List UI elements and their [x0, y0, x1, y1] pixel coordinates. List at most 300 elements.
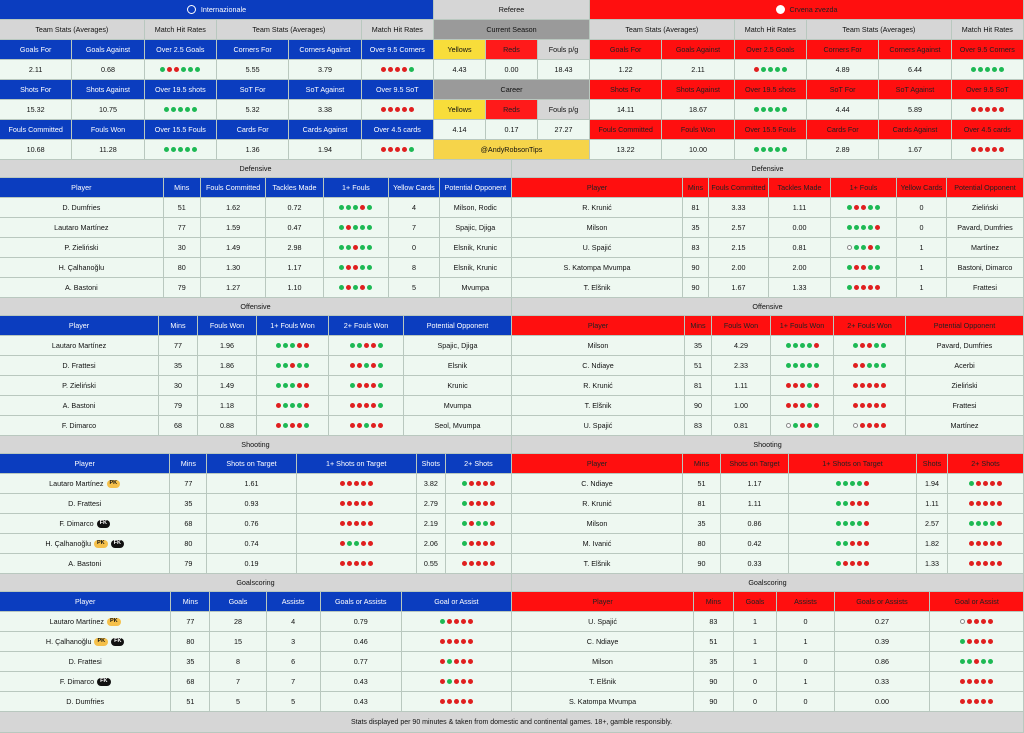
table-cell: 80: [170, 534, 207, 554]
table-cell: 80: [683, 534, 721, 554]
hit-dot: [971, 67, 976, 72]
player-name: T. Elšnik: [512, 396, 685, 416]
hit-dot: [353, 285, 358, 290]
hit-dot: [164, 107, 169, 112]
section-title: Defensive: [512, 160, 1024, 178]
hit-dot: [867, 423, 872, 428]
hit-dot: [447, 619, 452, 624]
hit-dot: [976, 561, 981, 566]
column-header: Tackles Made: [769, 178, 831, 198]
footer-disclaimer: Stats displayed per 90 minutes & taken from domestic and continental games. 18+, gamble responsibly.: [0, 712, 1024, 733]
stat-header: Over 9.5 Corners: [952, 40, 1024, 60]
table-cell: [402, 672, 512, 692]
player-name: U. Spajić: [512, 238, 683, 258]
hit-dot: [304, 363, 309, 368]
stat-header: Goals Against: [72, 40, 144, 60]
hit-dot: [985, 147, 990, 152]
table-cell: [789, 554, 917, 574]
hit-dot: [283, 383, 288, 388]
hit-dot: [786, 383, 791, 388]
table-cell: [771, 416, 834, 436]
referee-col-header: Reds: [486, 100, 538, 120]
stat-value: [145, 140, 217, 160]
hit-dot: [440, 639, 445, 644]
hit-dot: [462, 561, 467, 566]
table-cell: 7: [267, 672, 321, 692]
table-cell: 81: [685, 376, 712, 396]
hit-dot: [990, 561, 995, 566]
hit-dot: [276, 363, 281, 368]
hit-dot: [454, 659, 459, 664]
table-cell: [789, 474, 917, 494]
stat-value: 10.68: [0, 140, 72, 160]
hit-dot: [868, 265, 873, 270]
hit-dot: [167, 67, 172, 72]
table-cell: Zieliński: [947, 198, 1024, 218]
hit-dot: [476, 561, 481, 566]
hit-dot: [354, 561, 359, 566]
table-cell: 5: [210, 692, 266, 712]
hit-dot: [297, 383, 302, 388]
table-cell: 2.57: [917, 514, 948, 534]
table-cell: 0: [389, 238, 439, 258]
stat-header: Fouls Won: [662, 120, 734, 140]
hit-dot: [469, 501, 474, 506]
hit-dot: [768, 107, 773, 112]
hit-dot: [868, 245, 873, 250]
player-name-text: F. Dimarco: [59, 676, 95, 686]
referee-col-header: Fouls p/g: [538, 40, 590, 60]
table-cell: 83: [694, 612, 734, 632]
table-cell: 0.93: [207, 494, 296, 514]
team-stats-label: Team Stats (Averages): [0, 20, 145, 40]
hit-dot: [761, 107, 766, 112]
hit-dot: [371, 403, 376, 408]
hit-dot: [860, 363, 865, 368]
offensive-right-table: [512, 298, 1024, 436]
table-cell: 79: [170, 554, 207, 574]
table-cell: 90: [685, 396, 712, 416]
table-cell: 0: [777, 612, 834, 632]
goalscoring-right-table: [512, 574, 1024, 712]
player-name: A. Bastoni: [0, 396, 159, 416]
table-cell: Spajic, Djiga: [440, 218, 512, 238]
hit-dot: [388, 107, 393, 112]
hit-dot: [461, 679, 466, 684]
table-cell: 1: [897, 278, 947, 298]
hit-dot: [378, 343, 383, 348]
table-cell: 8: [210, 652, 266, 672]
offensive-left-table: [0, 298, 512, 436]
hit-dot: [276, 403, 281, 408]
hit-dot: [381, 107, 386, 112]
stat-header: Fouls Won: [72, 120, 144, 140]
hit-dot: [283, 343, 288, 348]
hit-dot: [368, 521, 373, 526]
player-name-text: Milson: [586, 518, 608, 528]
hit-dot: [857, 521, 862, 526]
hit-dot: [360, 205, 365, 210]
hit-dot: [340, 481, 345, 486]
player-name: H. Çalhanoğlu: [0, 258, 164, 278]
table-cell: Pavard, Dumfries: [947, 218, 1024, 238]
table-cell: Krunic: [404, 376, 512, 396]
hit-dot: [999, 147, 1004, 152]
table-cell: 0: [734, 692, 778, 712]
stat-header: Corners For: [217, 40, 289, 60]
hit-dot: [857, 561, 862, 566]
hit-dot: [185, 147, 190, 152]
hit-dot: [988, 619, 993, 624]
column-header: Player: [0, 178, 164, 198]
player-name: [512, 514, 683, 534]
table-cell: [948, 534, 1024, 554]
table-cell: [297, 534, 417, 554]
hit-dot: [836, 561, 841, 566]
hit-dot: [860, 343, 865, 348]
hit-dot: [395, 147, 400, 152]
hit-dot: [395, 67, 400, 72]
hit-dot: [854, 225, 859, 230]
column-header: Fouls Committed: [201, 178, 267, 198]
stat-header: Goals For: [590, 40, 662, 60]
table-cell: [771, 356, 834, 376]
hit-dot: [290, 423, 295, 428]
hit-dot: [976, 481, 981, 486]
table-cell: Mvumpa: [404, 396, 512, 416]
table-cell: 1.11: [712, 376, 771, 396]
stat-value: [735, 140, 807, 160]
hit-dot: [754, 147, 759, 152]
fk-badge: FK: [97, 520, 110, 528]
hit-dot: [381, 147, 386, 152]
hit-dot: [997, 481, 1002, 486]
table-cell: 0.00: [769, 218, 831, 238]
table-cell: 2.00: [769, 258, 831, 278]
table-cell: 77: [164, 218, 201, 238]
column-header: Yellow Cards: [389, 178, 439, 198]
table-cell: 35: [683, 218, 709, 238]
stat-value: [362, 60, 434, 80]
hit-dot: [357, 343, 362, 348]
table-cell: 0: [897, 218, 947, 238]
table-cell: [257, 356, 329, 376]
table-cell: 7: [389, 218, 439, 238]
player-name: [512, 632, 694, 652]
hit-dot: [854, 265, 859, 270]
hit-dot: [981, 659, 986, 664]
hit-dot: [346, 285, 351, 290]
hit-dot: [340, 521, 345, 526]
table-cell: 1.86: [198, 356, 257, 376]
table-cell: 3.82: [417, 474, 446, 494]
hit-dot: [843, 481, 848, 486]
hit-dot: [754, 107, 759, 112]
stat-value: [145, 100, 217, 120]
hit-dot: [861, 285, 866, 290]
table-cell: 3.33: [709, 198, 769, 218]
hit-dot: [357, 363, 362, 368]
hit-dot: [988, 639, 993, 644]
hit-dot: [768, 67, 773, 72]
hit-dot: [353, 205, 358, 210]
hit-dot: [814, 403, 819, 408]
table-cell: 2.00: [709, 258, 769, 278]
stat-header: Cards For: [807, 120, 879, 140]
player-name-text: S. Katompa Mvumpa: [568, 696, 637, 706]
hit-dot: [469, 521, 474, 526]
hit-dot: [178, 107, 183, 112]
hit-dot: [976, 521, 981, 526]
referee-title: Referee: [434, 0, 590, 20]
referee-col-header: Yellows: [434, 40, 486, 60]
hit-dot: [978, 147, 983, 152]
table-cell: 0: [777, 692, 834, 712]
column-header: Goals or Assists: [835, 592, 931, 612]
hit-dot: [283, 423, 288, 428]
table-cell: [930, 652, 1024, 672]
player-name: [512, 474, 683, 494]
hit-dot: [976, 501, 981, 506]
hit-dot: [974, 699, 979, 704]
table-cell: [930, 672, 1024, 692]
stat-value: 5.32: [217, 100, 289, 120]
stat-header: SoT For: [217, 80, 289, 100]
table-cell: 51: [685, 356, 712, 376]
referee-value: 0.00: [486, 60, 538, 80]
table-cell: [831, 258, 897, 278]
player-name: [0, 612, 171, 632]
table-cell: [446, 494, 512, 514]
table-cell: 83: [683, 238, 709, 258]
stat-value: [362, 100, 434, 120]
hit-dot: [814, 363, 819, 368]
hit-dot: [981, 699, 986, 704]
hit-dot: [409, 107, 414, 112]
player-name: R. Krunić: [512, 376, 685, 396]
referee-col-header: Reds: [486, 40, 538, 60]
stat-value: 18.67: [662, 100, 734, 120]
hit-rates-label: Match Hit Rates: [952, 20, 1024, 40]
stat-header: Over 4.5 cards: [952, 120, 1024, 140]
stat-value: 15.32: [0, 100, 72, 120]
hit-dot: [185, 107, 190, 112]
hit-dot: [807, 403, 812, 408]
stat-header: Over 19.5 shots: [145, 80, 217, 100]
stat-header: Over 2.5 Goals: [145, 40, 217, 60]
hit-dot: [304, 423, 309, 428]
stat-header: Shots For: [0, 80, 72, 100]
table-cell: 1.11: [721, 494, 789, 514]
column-header: Mins: [159, 316, 198, 336]
hit-dot: [983, 561, 988, 566]
table-cell: 35: [694, 652, 734, 672]
column-header: Potential Opponent: [906, 316, 1024, 336]
hit-dot: [402, 107, 407, 112]
table-cell: 1: [734, 652, 778, 672]
hit-dot: [468, 659, 473, 664]
hit-dot: [860, 403, 865, 408]
table-cell: [329, 376, 404, 396]
hit-dot: [967, 639, 972, 644]
hit-dot: [462, 521, 467, 526]
hit-dot: [971, 147, 976, 152]
stat-value: 2.11: [662, 60, 734, 80]
team-stats-label: Team Stats (Averages): [590, 20, 735, 40]
table-cell: Martínez: [906, 416, 1024, 436]
hit-dot: [454, 699, 459, 704]
column-header: Goal or Assist: [402, 592, 512, 612]
player-name: [0, 632, 171, 652]
hit-dot: [793, 363, 798, 368]
hit-dot: [447, 659, 452, 664]
hit-dot: [368, 481, 373, 486]
hit-dot: [854, 205, 859, 210]
table-cell: 1.30: [201, 258, 267, 278]
hit-dot: [807, 343, 812, 348]
table-cell: 30: [159, 376, 198, 396]
hit-dot: [361, 541, 366, 546]
table-cell: 77: [171, 612, 210, 632]
column-header: Shots on Target: [207, 454, 296, 474]
referee-value: 4.43: [434, 60, 486, 80]
hit-dot: [364, 423, 369, 428]
fk-badge: FK: [97, 678, 110, 686]
hit-dot: [988, 679, 993, 684]
hit-dot: [971, 107, 976, 112]
hit-dot: [974, 679, 979, 684]
table-cell: [771, 396, 834, 416]
table-cell: Spajic, Djiga: [404, 336, 512, 356]
table-cell: 51: [171, 692, 210, 712]
table-cell: 1.33: [769, 278, 831, 298]
table-cell: 1.59: [201, 218, 267, 238]
team-stats-label: Team Stats (Averages): [807, 20, 952, 40]
hit-dot: [868, 205, 873, 210]
hit-dot: [367, 285, 372, 290]
table-cell: [257, 396, 329, 416]
hit-dot: [360, 285, 365, 290]
hit-dot: [786, 343, 791, 348]
table-cell: 90: [683, 258, 709, 278]
hit-dot: [861, 205, 866, 210]
player-name: D. Dumfries: [0, 198, 164, 218]
hit-dot: [402, 67, 407, 72]
table-cell: 0.76: [207, 514, 296, 534]
hit-dot: [967, 659, 972, 664]
hit-dot: [454, 619, 459, 624]
hit-dot: [981, 639, 986, 644]
hit-dot: [483, 541, 488, 546]
hit-dot: [339, 285, 344, 290]
hit-dot: [978, 67, 983, 72]
hit-dot: [367, 205, 372, 210]
hit-dot: [786, 403, 791, 408]
hit-dot: [371, 423, 376, 428]
hit-dot: [490, 481, 495, 486]
hit-dot: [409, 67, 414, 72]
player-name: [512, 612, 694, 632]
table-cell: 51: [683, 474, 721, 494]
hit-dot: [276, 423, 281, 428]
hit-dot: [476, 541, 481, 546]
table-cell: [789, 494, 917, 514]
hit-dot: [850, 521, 855, 526]
table-cell: 0.33: [835, 672, 931, 692]
hit-dot: [854, 285, 859, 290]
hit-dot: [793, 383, 798, 388]
table-cell: 0: [777, 652, 834, 672]
table-cell: [446, 514, 512, 534]
hit-dot: [997, 521, 1002, 526]
hit-dot: [361, 501, 366, 506]
hit-dot: [874, 423, 879, 428]
hit-dot: [476, 501, 481, 506]
table-cell: [297, 474, 417, 494]
table-cell: Bastoni, Dimarco: [947, 258, 1024, 278]
table-cell: 80: [171, 632, 210, 652]
hit-dot: [364, 343, 369, 348]
hit-dot: [340, 501, 345, 506]
column-header: Mins: [683, 454, 721, 474]
hit-dot: [881, 363, 886, 368]
table-cell: Acerbi: [906, 356, 1024, 376]
stat-value: [145, 60, 217, 80]
hit-dot: [988, 699, 993, 704]
hit-dot: [357, 423, 362, 428]
table-cell: 30: [164, 238, 201, 258]
hit-dot: [974, 639, 979, 644]
player-name: S. Katompa Mvumpa: [512, 258, 683, 278]
table-cell: [297, 514, 417, 534]
hit-dot: [350, 343, 355, 348]
hit-dot: [188, 67, 193, 72]
column-header: 1+ Fouls Won: [771, 316, 834, 336]
player-name: [512, 554, 683, 574]
zvezda-header-panel: [590, 0, 1024, 160]
table-cell: [446, 534, 512, 554]
table-cell: 0.86: [835, 652, 931, 672]
shooting-left-table: [0, 436, 512, 574]
hit-dot: [990, 481, 995, 486]
fk-badge: FK: [111, 540, 124, 548]
stat-value: 2.11: [0, 60, 72, 80]
player-name: T. Elšnik: [512, 278, 683, 298]
stat-value: 4.89: [807, 60, 879, 80]
hit-dot: [847, 245, 852, 250]
hit-dot: [490, 541, 495, 546]
hit-dot: [462, 481, 467, 486]
table-cell: [324, 218, 390, 238]
hit-dot: [864, 481, 869, 486]
referee-col-header: Yellows: [434, 100, 486, 120]
hit-dot: [483, 481, 488, 486]
column-header: 1+ Fouls: [324, 178, 390, 198]
stat-header: SoT Against: [879, 80, 951, 100]
hit-dot: [195, 67, 200, 72]
hit-dot: [378, 423, 383, 428]
stat-header: Over 15.5 Fouls: [145, 120, 217, 140]
stat-header: Cards Against: [879, 120, 951, 140]
table-cell: [834, 396, 906, 416]
table-cell: 51: [694, 632, 734, 652]
pk-badge: PK: [107, 480, 121, 488]
table-cell: 0.86: [721, 514, 789, 534]
referee-value: 4.14: [434, 120, 486, 140]
player-name-text: H. Çalhanoğlu: [45, 636, 92, 646]
hit-dot: [360, 225, 365, 230]
zvezda-title-bar: [590, 0, 1024, 20]
